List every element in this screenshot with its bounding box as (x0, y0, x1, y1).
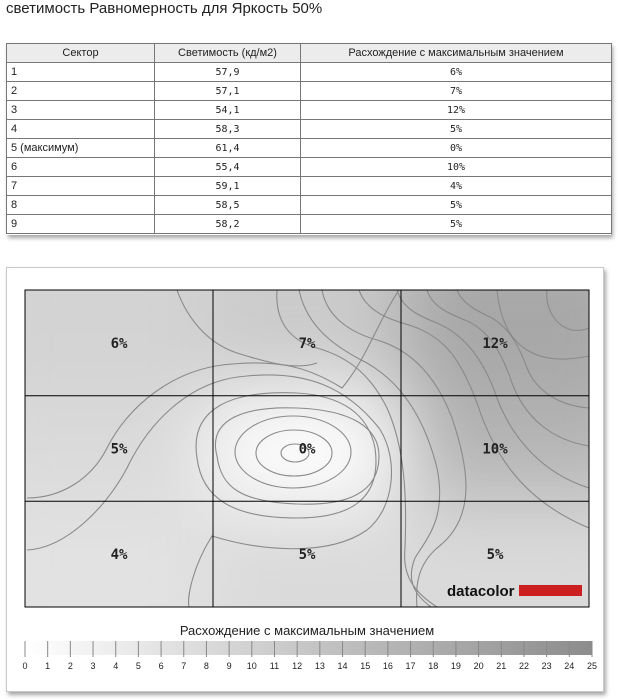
cell-luminance: 59,1 (155, 177, 301, 196)
cell-sector: 8 (7, 196, 155, 215)
cell-deviation: 0% (301, 139, 612, 158)
legend-tick-label: 11 (269, 661, 280, 671)
legend-tick-label: 13 (314, 661, 325, 671)
table-row (7, 101, 612, 120)
cell-label: 6% (110, 335, 128, 352)
cell-luminance: 57,1 (155, 82, 301, 101)
legend-tick-label: 21 (496, 661, 507, 671)
legend-tick-label: 20 (473, 661, 484, 671)
legend-tick-label: 25 (586, 661, 598, 671)
legend-tick-label: 5 (135, 661, 141, 671)
cell-sector: 9 (7, 215, 155, 234)
legend-tick-label: 0 (22, 661, 28, 671)
legend-tick-label: 14 (337, 661, 348, 671)
legend-tick-label: 7 (181, 661, 187, 671)
luminance-table (6, 43, 611, 235)
table-row (7, 120, 612, 139)
legend-tick-label: 19 (450, 661, 461, 671)
cell-deviation: 5% (301, 215, 612, 234)
cell-label: 5% (486, 547, 504, 564)
table-row (7, 158, 612, 177)
uniformity-chart (6, 267, 604, 692)
cell-label: 5% (298, 547, 316, 564)
cell-luminance: 58,2 (155, 215, 301, 234)
legend-tick-label: 2 (67, 661, 73, 671)
cell-label: 10% (482, 441, 508, 458)
cell-sector: 1 (7, 63, 155, 82)
cell-label: 7% (298, 335, 316, 352)
page-title: светимость Равномерность для Яркость 50% (6, 0, 323, 17)
legend-tick-label: 23 (541, 661, 552, 671)
legend-tick-label: 16 (382, 661, 393, 671)
legend-tick-label: 24 (564, 661, 575, 671)
legend-tick-label: 17 (405, 661, 416, 671)
cell-label: 12% (482, 335, 508, 352)
legend-tick-label: 1 (45, 661, 51, 671)
uniformity-heatmap (7, 268, 603, 691)
logo-text: datacolor (447, 583, 515, 600)
legend-tick-label: 15 (360, 661, 371, 671)
cell-deviation: 10% (301, 158, 612, 177)
cell-sector: 6 (7, 158, 155, 177)
legend-tick-label: 10 (246, 661, 257, 671)
table-row (7, 196, 612, 215)
cell-luminance: 55,4 (155, 158, 301, 177)
cell-deviation: 4% (301, 177, 612, 196)
cell-deviation: 7% (301, 82, 612, 101)
legend-tick-label: 8 (203, 661, 209, 671)
color-legend (22, 641, 597, 671)
legend-tick-label: 22 (518, 661, 529, 671)
cell-sector: 7 (7, 177, 155, 196)
cell-label: 0% (298, 441, 316, 458)
logo-bar (519, 585, 582, 596)
cell-luminance: 58,5 (155, 196, 301, 215)
header-sector: Сектор (7, 44, 155, 63)
heatmap-cell (401, 268, 603, 396)
table-row (7, 63, 612, 82)
header-luminance: Светимость (кд/м2) (155, 44, 301, 63)
legend-tick-label: 18 (428, 661, 439, 671)
cell-sector: 4 (7, 120, 155, 139)
legend-color-bar (25, 641, 592, 655)
legend-tick-label: 9 (226, 661, 232, 671)
table-row (7, 139, 612, 158)
cell-sector: 5 (максимум) (7, 139, 155, 158)
header-deviation: Расхождение с максимальным значением (301, 44, 612, 63)
cell-sector: 3 (7, 101, 155, 120)
cell-luminance: 54,1 (155, 101, 301, 120)
cell-deviation: 6% (301, 63, 612, 82)
table-row (7, 177, 612, 196)
legend-tick-label: 4 (113, 661, 119, 671)
cell-label: 5% (110, 441, 128, 458)
cell-luminance: 61,4 (155, 139, 301, 158)
table-row (7, 82, 612, 101)
cell-deviation: 12% (301, 101, 612, 120)
cell-luminance: 58,3 (155, 120, 301, 139)
legend-title: Расхождение с максимальным значением (179, 623, 435, 638)
cell-deviation: 5% (301, 196, 612, 215)
cell-deviation: 5% (301, 120, 612, 139)
table-row (7, 215, 612, 234)
legend-tick-label: 12 (292, 661, 303, 671)
cell-label: 4% (110, 547, 128, 564)
legend-tick-label: 6 (158, 661, 164, 671)
cell-luminance: 57,9 (155, 63, 301, 82)
table-header-row (7, 44, 612, 63)
legend-tick-label: 3 (90, 661, 96, 671)
cell-sector: 2 (7, 82, 155, 101)
